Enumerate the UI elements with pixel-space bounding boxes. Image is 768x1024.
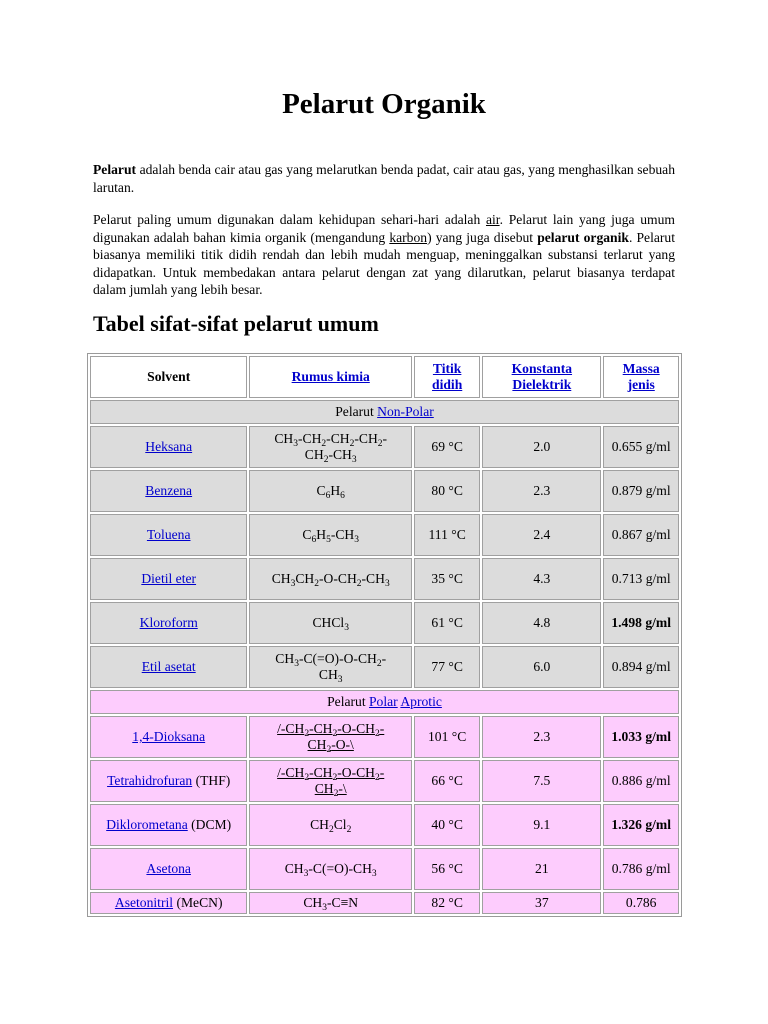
section-row-nonpolar — [90, 400, 679, 424]
solvent-link[interactable]: Heksana — [145, 439, 193, 454]
solvent-properties-table — [87, 353, 682, 917]
pelarut-organik-term: pelarut organik — [537, 229, 629, 245]
boiling-point-cell: 82 °C — [414, 892, 480, 914]
section-label-nonpolar — [90, 400, 679, 424]
solvent-name-cell[interactable] — [90, 514, 247, 556]
boiling-point-cell: 80 °C — [414, 470, 480, 512]
link-non-polar[interactable]: Non-Polar — [377, 404, 434, 419]
intro-paragraph — [93, 161, 675, 196]
link-air[interactable]: air — [485, 212, 500, 227]
solvent-link[interactable]: 1,4-Dioksana — [132, 729, 206, 744]
link-karbon[interactable]: karbon — [389, 229, 428, 245]
section-prefix: Pelarut — [327, 694, 369, 709]
formula-cell: $CH_3-C\equiv N$ — [249, 892, 412, 914]
table-row — [90, 892, 679, 914]
boiling-point-cell: 56 °C — [414, 848, 480, 890]
solvent-link[interactable]: Tetrahidrofuran — [107, 773, 193, 788]
solvent-name-cell[interactable] — [90, 646, 247, 688]
table-row — [90, 602, 679, 644]
formula-cell: $CH_3-CH_2-CH_2-CH_2-$ $CH_2-CH_3$ — [249, 426, 412, 468]
solvent-name-cell[interactable] — [90, 602, 247, 644]
solvent-name-cell[interactable] — [90, 848, 247, 890]
density-cell: 1.033 g/ml — [603, 716, 679, 758]
link-aprotic[interactable]: Aprotic — [400, 694, 442, 709]
table-row — [90, 426, 679, 468]
table-row — [90, 716, 679, 758]
para2-text-2: . Pelarut lain yang juga umum digunakan adalah bahan kimia organik (mengandung — [93, 212, 675, 245]
para2-text-1: Pelarut paling umum digunakan dalam kehidupan sehari-hari adalah — [93, 212, 486, 227]
table-row — [90, 848, 679, 890]
boiling-point-cell: 35 °C — [414, 558, 480, 600]
solvent-link[interactable]: Etil asetat — [141, 659, 196, 674]
section-row-polar-aprotic — [90, 690, 679, 714]
massa-jenis-link[interactable]: Massa jenis — [622, 361, 660, 392]
dielectric-cell: 7.5 — [482, 760, 601, 802]
boiling-point-cell: 101 °C — [414, 716, 480, 758]
solvent-name-cell[interactable] — [90, 760, 247, 802]
header-konstanta-dielektrik[interactable] — [482, 356, 601, 398]
para2-text-3: ) yang juga disebut — [427, 229, 538, 245]
table-row — [90, 558, 679, 600]
solvent-link[interactable]: Kloroform — [139, 615, 198, 630]
table-heading: Tabel sifat-sifat pelarut umum — [93, 311, 379, 336]
formula-link[interactable]: $/-CH_2-CH_2-O-CH_2-$ $CH_2-O-\backslash$ — [277, 721, 385, 755]
solvent-link[interactable]: Dietil eter — [141, 571, 197, 586]
rumus-kimia-link[interactable]: Rumus kimia — [291, 369, 370, 384]
dielectric-cell: 2.3 — [482, 716, 601, 758]
formula-cell: $CH_3-C(=O)-CH_3$ — [249, 848, 412, 890]
boiling-point-cell: 66 °C — [414, 760, 480, 802]
header-rumus-kimia[interactable] — [249, 356, 412, 398]
header-titik-didih[interactable] — [414, 356, 480, 398]
section-prefix: Pelarut — [335, 404, 378, 419]
density-cell: 0.867 g/ml — [603, 514, 679, 556]
density-cell: 1.498 g/ml — [603, 602, 679, 644]
solvent-name-cell[interactable] — [90, 558, 247, 600]
boiling-point-cell: 111 °C — [414, 514, 480, 556]
dielectric-cell: 6.0 — [482, 646, 601, 688]
dielectric-cell: 4.8 — [482, 602, 601, 644]
boiling-point-cell: 77 °C — [414, 646, 480, 688]
formula-cell: $CH_3-C(=O)-O-CH_2-$ $CH_3$ — [249, 646, 412, 688]
dielectric-cell: 21 — [482, 848, 601, 890]
density-cell: 0.786 — [603, 892, 679, 914]
solvent-name-cell[interactable] — [90, 804, 247, 846]
formula-cell[interactable] — [249, 716, 412, 758]
table-row — [90, 646, 679, 688]
formula-link[interactable]: $/-CH_2-CH_2-O-CH_2-$ $CH_2-\backslash$ — [277, 765, 385, 799]
density-cell: 0.894 g/ml — [603, 646, 679, 688]
pelarut-term: Pelarut — [93, 162, 137, 177]
header-massa-jenis[interactable] — [603, 356, 679, 398]
solvent-name-cell[interactable] — [90, 426, 247, 468]
formula-cell: CHCl$_3$ — [249, 602, 412, 644]
solvent-name-cell[interactable] — [90, 470, 247, 512]
table-row — [90, 804, 679, 846]
dielectric-cell: 9.1 — [482, 804, 601, 846]
table-header-row — [90, 356, 679, 398]
konstanta-dielektrik-link[interactable]: Konstanta Dielektrik — [511, 361, 573, 392]
para2-text-4: . Pelarut biasanya memiliki titik didih rendah dan lebih mudah menguap, meninggalkan substansi terlarut yang didapatkan. Untuk membedakan antara pelarut dengan zat yang dilarutkan, pelarut biasanya terdapat dalam jumlah yang lebih besar. — [93, 229, 675, 297]
table-row — [90, 760, 679, 802]
formula-cell: $C_6H_5-CH_3$ — [249, 514, 412, 556]
density-cell: 0.713 g/ml — [603, 558, 679, 600]
dielectric-cell: 37 — [482, 892, 601, 914]
link-polar[interactable]: Polar — [369, 694, 398, 709]
formula-cell: $CH_2Cl_2$ — [249, 804, 412, 846]
section-label-polar-aprotic — [90, 690, 679, 714]
solvent-name-cell[interactable] — [90, 716, 247, 758]
density-cell: 0.886 g/ml — [603, 760, 679, 802]
table-row — [90, 470, 679, 512]
table-row — [90, 514, 679, 556]
solvent-abbrev: (DCM) — [187, 817, 232, 832]
dielectric-cell: 4.3 — [482, 558, 601, 600]
header-solvent: Solvent — [90, 356, 247, 398]
density-cell: 0.786 g/ml — [603, 848, 679, 890]
solvent-name-cell[interactable] — [90, 892, 247, 914]
dielectric-cell: 2.3 — [482, 470, 601, 512]
page-title: Pelarut Organik — [282, 88, 486, 120]
solvent-link[interactable]: Asetonitril — [114, 895, 174, 910]
solvent-link[interactable]: Diklorometana — [106, 817, 188, 832]
description-paragraph — [93, 211, 675, 299]
formula-cell: $C_6H_6$ — [249, 470, 412, 512]
density-cell: 0.879 g/ml — [603, 470, 679, 512]
solvent-link[interactable]: Toluena — [146, 527, 191, 542]
boiling-point-cell: 40 °C — [414, 804, 480, 846]
boiling-point-cell: 69 °C — [414, 426, 480, 468]
density-cell: 0.655 g/ml — [603, 426, 679, 468]
formula-cell: $CH_3CH_2-O-CH_2-CH_3$ — [249, 558, 412, 600]
density-cell: 1.326 g/ml — [603, 804, 679, 846]
titik-didih-link[interactable]: Titik didih — [432, 361, 463, 392]
solvent-link[interactable]: Asetona — [146, 861, 191, 876]
dielectric-cell: 2.4 — [482, 514, 601, 556]
solvent-link[interactable]: Benzena — [145, 483, 193, 498]
solvent-abbrev: (THF) — [192, 773, 231, 788]
dielectric-cell: 2.0 — [482, 426, 601, 468]
boiling-point-cell: 61 °C — [414, 602, 480, 644]
formula-cell[interactable] — [249, 760, 412, 802]
para1-text: adalah benda cair atau gas yang melarutkan benda padat, cair atau gas, yang menghasilkan sebuah larutan. — [93, 162, 675, 195]
solvent-abbrev: (MeCN) — [173, 895, 223, 910]
